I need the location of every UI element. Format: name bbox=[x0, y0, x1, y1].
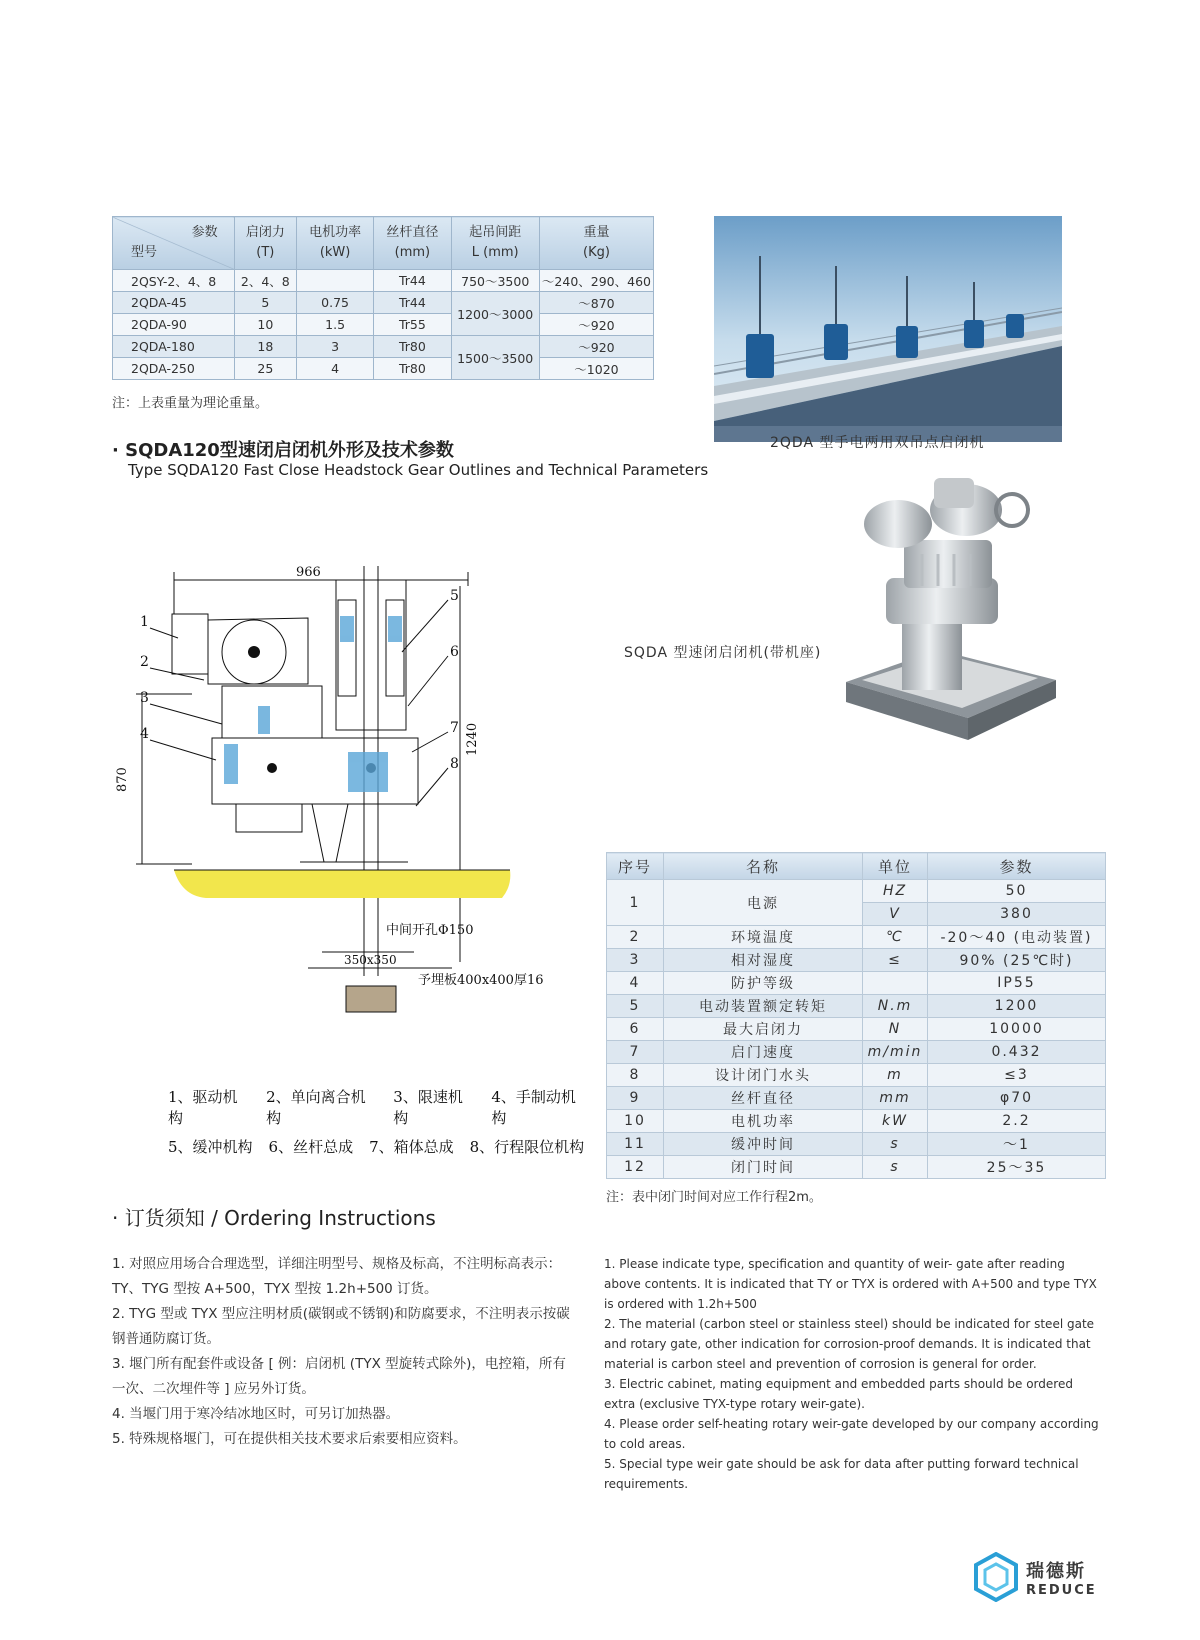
svg-text:870: 870 bbox=[115, 767, 130, 792]
list-item: 4. Please order self-heating rotary weir-gate developed by our company according to cold areas. bbox=[604, 1417, 1099, 1451]
callout-3: 3 bbox=[140, 690, 149, 706]
logo-text-en: REDUCE bbox=[1026, 1582, 1097, 1598]
drawing-legend: 1、驱动机构 2、单向离合机构 3、限速机构 4、手制动机构 5、缓冲机构 6、丝杆总成 7、箱体总成 8、行程限位机构 bbox=[168, 1088, 585, 1156]
callout-8: 8 bbox=[450, 756, 459, 772]
list-item: 5. Special type weir gate should be ask for data after putting forward technical requirements. bbox=[604, 1457, 1079, 1491]
list-item: 2. TYG 型或 TYX 型应注明材质(碳钢或不锈钢)和防腐要求，不注明表示按碳钢普通防腐订货。 bbox=[112, 1306, 570, 1347]
table-row: 2QDA-45 5 0.75 Tr44 1200～3000 ～870 bbox=[113, 292, 654, 314]
table-row: 5 电动装置额定转矩 N.m 1200 bbox=[607, 995, 1106, 1018]
section2-title: · 订货须知 / Ordering Instructions bbox=[112, 1206, 436, 1230]
col-header-screw: 丝杆直径 (mm) bbox=[374, 217, 451, 270]
table-row: 12 闭门时间 s 25～35 bbox=[607, 1156, 1106, 1179]
table-corner-header: 参数 型号 bbox=[113, 217, 235, 270]
table-row: 2QDA-180 18 3 Tr80 1500～3500 ～920 bbox=[113, 336, 654, 358]
list-item: 4. 当堰门用于寒冷结冰地区时，可另订加热器。 bbox=[112, 1406, 400, 1422]
table-row: 9 丝杆直径 mm φ70 bbox=[607, 1087, 1106, 1110]
photo1-caption: 2QDA 型手电两用双吊点启闭机 bbox=[770, 435, 985, 451]
table-row: 3 相对湿度 ≤ 90% (25℃时) bbox=[607, 949, 1106, 972]
table-row: 6 最大启闭力 N 10000 bbox=[607, 1018, 1106, 1041]
list-item: 1. Please indicate type, specification and quantity of weir- gate after reading above contents. It is indicated that TY or TYX is ordered with A+500 and type TYX is ordered with 1.2h+500 bbox=[604, 1257, 1097, 1311]
col-header-force: 启闭力 (T) bbox=[234, 217, 296, 270]
headstock-gear-photo bbox=[714, 216, 1062, 442]
outline-drawing bbox=[112, 556, 582, 1096]
ordering-list-cn bbox=[112, 1252, 574, 1452]
table-row: 2QSY-2、4、8 2、4、8 Tr44 750～3500 ～240、290、460 bbox=[113, 270, 654, 292]
technical-parameter-table: 序号 名称 单位 参数 1 电源 HZ 50 V 380 2 环境温度 ℃ -20～40 (电动装置) 3 相对湿度 ≤ 90% (25℃时) 4 防护等级 IP55 5 电动装置额定转矩 N.m 1200 6 最大启闭力 N 10000 7 启门速度 m/min 0.432 8 设计闭门水头 m ≤3 9 丝杆直径 mm φ70 10 电机功率 kW 2.2 11 缓冲时间 s ～1 12 闭门时间 s 25～35 bbox=[606, 852, 1106, 1179]
table1-note: 注：上表重量为理论重量。 bbox=[112, 396, 269, 411]
list-item: 3. 堰门所有配套件或设备 [ 例：启闭机 (TYX 型旋转式除外)，电控箱，所有一次、二次埋件等 ] 应另外订货。 bbox=[112, 1356, 566, 1397]
callout-7: 7 bbox=[450, 720, 459, 736]
callout-2: 2 bbox=[140, 654, 149, 670]
bullet-dot: · bbox=[112, 440, 119, 461]
bullet-dot: · bbox=[112, 1206, 119, 1230]
callout-5: 5 bbox=[450, 588, 459, 604]
list-item: 3. Electric cabinet, mating equipment and embedded parts should be ordered extra (exclusive TYX-type rotary weir-gate). bbox=[604, 1377, 1073, 1411]
table-row: 11 缓冲时间 s ～1 bbox=[607, 1133, 1106, 1156]
callout-6: 6 bbox=[450, 644, 459, 660]
svg-text:中间开孔Φ150: 中间开孔Φ150 bbox=[386, 923, 474, 938]
table-row: V 380 bbox=[607, 903, 1106, 926]
col-header-weight: 重量 (Kg) bbox=[539, 217, 653, 270]
list-item: 5. 特殊规格堰门，可在提供相关技术要求后索要相应资料。 bbox=[112, 1431, 467, 1447]
svg-text:966: 966 bbox=[296, 565, 321, 580]
table-row: 2QDA-250 25 4 Tr80 ～1020 bbox=[113, 358, 654, 380]
list-item: 1. 对照应用场合合理选型，详细注明型号、规格及标高，不注明标高表示：TY、TYG 型按 A+500，TYX 型按 1.2h+500 订货。 bbox=[112, 1256, 562, 1297]
list-item: 2. The material (carbon steel or stainless steel) should be indicated for steel gate and rotary gate, other indication for corrosion-proof demands. It is indicated that material is carbon steel and prevention of corrosion is general for order. bbox=[604, 1317, 1095, 1371]
svg-text:1240: 1240 bbox=[465, 722, 480, 756]
callout-4: 4 bbox=[140, 726, 149, 742]
col-header-span: 起吊间距 L (mm) bbox=[451, 217, 539, 270]
svg-text:350x350: 350x350 bbox=[344, 953, 397, 967]
table-row: 8 设计闭门水头 m ≤3 bbox=[607, 1064, 1106, 1087]
section1-title: · SQDA120型速闭启闭机外形及技术参数 bbox=[112, 440, 454, 461]
table-row: 1 电源 HZ 50 bbox=[607, 880, 1106, 903]
table-row: 7 启门速度 m/min 0.432 bbox=[607, 1041, 1106, 1064]
ordering-list-en bbox=[604, 1254, 1100, 1494]
sqda-machine-photo bbox=[842, 470, 1060, 772]
table-row: 2QDA-90 10 1.5 Tr55 ～920 bbox=[113, 314, 654, 336]
photo2-caption: SQDA 型速闭启闭机(带机座) bbox=[624, 645, 822, 661]
table-row: 4 防护等级 IP55 bbox=[607, 972, 1106, 995]
logo-text-cn: 瑞德斯 bbox=[1026, 1560, 1086, 1582]
logo-icon bbox=[974, 1552, 1018, 1602]
svg-text:予埋板400x400厚16: 予埋板400x400厚16 bbox=[418, 973, 544, 988]
table2-note: 注：表中闭门时间对应工作行程2m。 bbox=[606, 1190, 822, 1205]
model-parameter-table bbox=[112, 216, 654, 380]
col-header-power: 电机功率 (kW) bbox=[296, 217, 373, 270]
table-row: 2 环境温度 ℃ -20～40 (电动装置) bbox=[607, 926, 1106, 949]
section1-subtitle: Type SQDA120 Fast Close Headstock Gear Outlines and Technical Parameters bbox=[128, 461, 709, 479]
brand-logo bbox=[974, 1552, 1097, 1602]
callout-1: 1 bbox=[140, 614, 149, 630]
table-row: 10 电机功率 kW 2.2 bbox=[607, 1110, 1106, 1133]
